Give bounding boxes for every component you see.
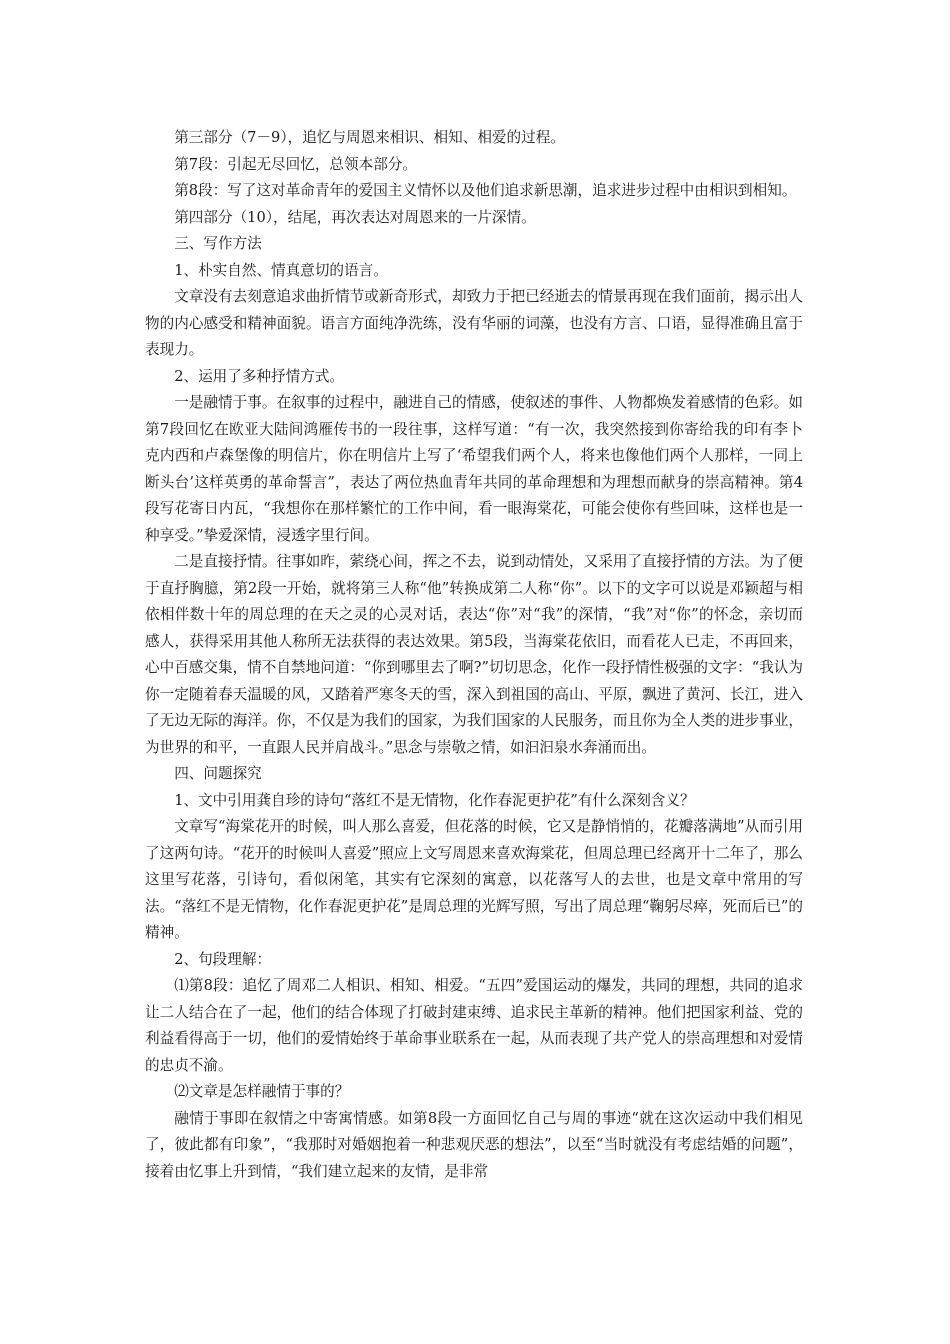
paragraph: 一是融情于事。在叙事的过程中，融进自己的情感，使叙述的事件、人物都焕发着感情的色彩。如第7段回忆在欧亚大陆间鸿雁传书的一段往事，这样写道：“有一次，我突然接到你寄给我的印有李卜克内西和卢森堡像的明信片，你在明信片上写了‘希望我们两个人，将来也像他们两个人那样，一同上断头台’这样英勇的革命誓言”，表达了两位热血青年共同的革命理想和为理想而献身的崇高精神。第4段写花寄日内瓦，“我想你在那样繁忙的工作中间，看一眼海棠花，可能会使你有些回味，这样也是一种享受。”挚爱深情，浸透字里行间。 <box>145 394 803 544</box>
paragraph: 二是直接抒情。往事如昨，萦绕心间，挥之不去，说到动情处，又采用了直接抒情的方法。为了便于直抒胸臆，第2段一开始，就将第三人称“他”转换成第二人称“你”。以下的文字可以说是邓颖超与相依相伴数十年的周总理的在天之灵的心灵对话，表达“你”对“我”的深情，“我”对“你”的怀念，亲切而感人，获得采用其他人称所无法获得的表达效果。第5段，当海棠花依旧，而看花人已走，不再回来，心中百感交集，情不自禁地问道：“你到哪里去了啊?”切切思念，化作一段抒情性极强的文字：“我认为你一定随着春天温暖的风，又踏着严寒冬天的雪，深入到祖国的高山、平原，飘进了黄河、长江，进入了无边无际的海洋。你，不仅是为我们的国家，为我们国家的人民服务，而且你为全人类的进步事业，为世界的和平，一直跟人民并肩战斗。”思念与崇敬之情，如汩汩泉水奔涌而出。 <box>145 553 803 756</box>
question: ⑵文章是怎样融情于事的？ <box>174 1083 350 1100</box>
section-heading: 三、写作方法 <box>174 235 262 252</box>
paragraph: 融情于事即在叙情之中寄寓情感。如第8段一方面回忆自己与周的事迹“就在这次运动中我们相见了，彼此都有印象”，“我那时对婚姻抱着一种悲观厌恶的想法”，以至“当时就没有考虑结婚的问题”，接着由忆事上升到情，“我们建立起来的友情，是非常 <box>145 1109 803 1180</box>
document-body <box>145 125 803 1185</box>
section-heading: 四、问题探究 <box>174 765 262 782</box>
question: 1、文中引用龚自珍的诗句“落红不是无情物，化作春泥更护花”有什么深刻含义？ <box>174 791 695 809</box>
paragraph: 第四部分（10），结尾，再次表达对周恩来的一片深情。 <box>174 208 536 226</box>
paragraph: 文章没有去刻意追求曲折情节或新奇形式，却致力于把已经逝去的情景再现在我们面前，揭示出人物的内心感受和精神面貌。语言方面纯净洗练，没有华丽的词藻，也没有方言、口语，显得准确且富于表现力。 <box>145 288 803 358</box>
subheading: 1、朴实自然、情真意切的语言。 <box>174 261 388 279</box>
subheading: 2、运用了多种抒情方式。 <box>174 367 345 385</box>
paragraph: 第7段：引起无尽回忆，总领本部分。 <box>174 155 417 173</box>
paragraph: 第三部分（7－9），追忆与周恩来相识、相知、相爱的过程。 <box>174 129 565 146</box>
paragraph: 文章写“海棠花开的时候，叫人那么喜爱，但花落的时候，它又是静悄悄的，花瓣落满地”从而引用了这两句诗。“花开的时候叫人喜爱”照应上文写周恩来喜欢海棠花，但周总理已经离开十二年了，那么这里写花落，引诗句，看似闲笔，其实有它深刻的寓意，以花落写人的去世，也是文章中常用的写法。“落红不是无情物，化作春泥更护花”是周总理的光辉写照，写出了周总理“鞠躬尽瘁，死而后已”的精神。 <box>145 818 803 941</box>
paragraph: ⑴第8段：追忆了周邓二人相识、相知、相爱。“五四”爱国运动的爆发，共同的理想，共同的追求让二人结合在了一起，他们的结合体现了打破封建束缚、追求民主革新的精神。他们把国家利益、党的利益看得高于一切，他们的爱情始终于革命事业联系在一起，从而表现了共产党人的崇高理想和对爱情的忠贞不渝。 <box>145 977 803 1074</box>
paragraph: 第8段：写了这对革命青年的爱国主义情怀以及他们追求新思潮，追求进步过程中由相识到相知。 <box>174 182 797 199</box>
subheading: 2、句段理解： <box>174 950 272 968</box>
